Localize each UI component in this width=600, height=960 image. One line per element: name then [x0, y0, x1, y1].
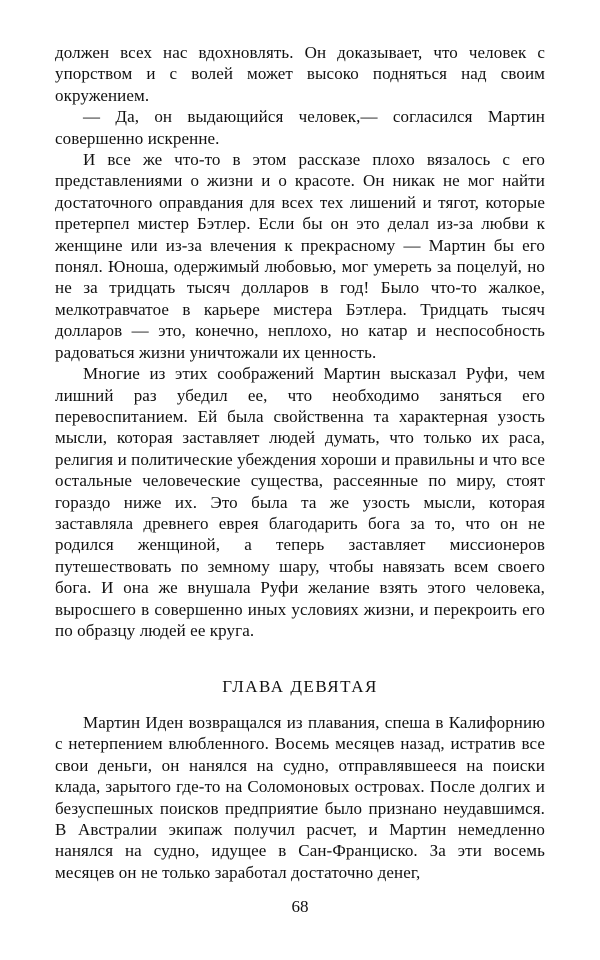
- paragraph-chapter-opening: Мартин Иден возвращался из плавания, спеша в Калифорнию с нетерпением влюбленного. Восемь месяцев назад, истратив все свои деньги, он нанялся на судно, отправлявшееся на поиски клада, зарытого где-то на Соломоновых островах. После долгих и безуспешных поисков предприятие было признано неудавшимся. В Австралии экипаж получил расчет, и Мартин немедленно нанялся на судно, идущее в Сан-Франциско. За эти восемь месяцев он не только заработал достаточно денег,: [55, 713, 545, 882]
- text-block-top: [55, 42, 545, 641]
- paragraph-continuation: должен всех нас вдохновлять. Он доказывает, что человек с упорством и с волей может высоко подняться над своим окружением.: [55, 43, 545, 105]
- paragraph-butler-career: И все же что-то в этом рассказе плохо вязалось с его представлениями о жизни и о красоте. Он никак не мог найти достаточного оправдания для всех тех лишений и тягот, которые претерпел мистер Бэтлер. Если бы он это делал из-за любви к женщине или из-за влечения к прекрасному — Мартин бы его понял. Юноша, одержимый любовью, мог умереть за поцелуй, но не за тридцать тысяч долларов в год! Было что-то жалкое, мелкотравчатое в карьере мистера Бэтлера. Тридцать тысяч долларов — это, конечно, неплохо, но катар и неспособность радоваться жизни уничтожали их ценность.: [55, 150, 545, 362]
- paragraph-dialogue: — Да, он выдающийся человек,— согласился Мартин совершенно искренне.: [55, 107, 545, 148]
- paragraph-ruth-narrowness: Многие из этих соображений Мартин высказал Руфи, чем лишний раз убедил ее, что необходимо заняться его перевоспитанием. Ей была свойственна та характерная узость мысли, которая заставляет людей думать, что только их раса, религия и политические убеждения хороши и правильны и что все остальные человеческие существа, рассеянные по миру, стоят гораздо ниже их. Это была та же узость мысли, которая заставляла древнего еврея благодарить бога за то, что он не родился женщиной, а теперь заставляет миссионеров путешествовать по земному шару, чтобы навязать всем своего бога. И она же внушала Руфи желание взять этого человека, выросшего в совершенно иных условиях жизни, и перекроить его по образцу людей ее круга.: [55, 364, 545, 640]
- chapter-title: ГЛАВА ДЕВЯТАЯ: [222, 677, 378, 696]
- text-block-bottom: [55, 712, 545, 883]
- page-number: 68: [291, 897, 309, 916]
